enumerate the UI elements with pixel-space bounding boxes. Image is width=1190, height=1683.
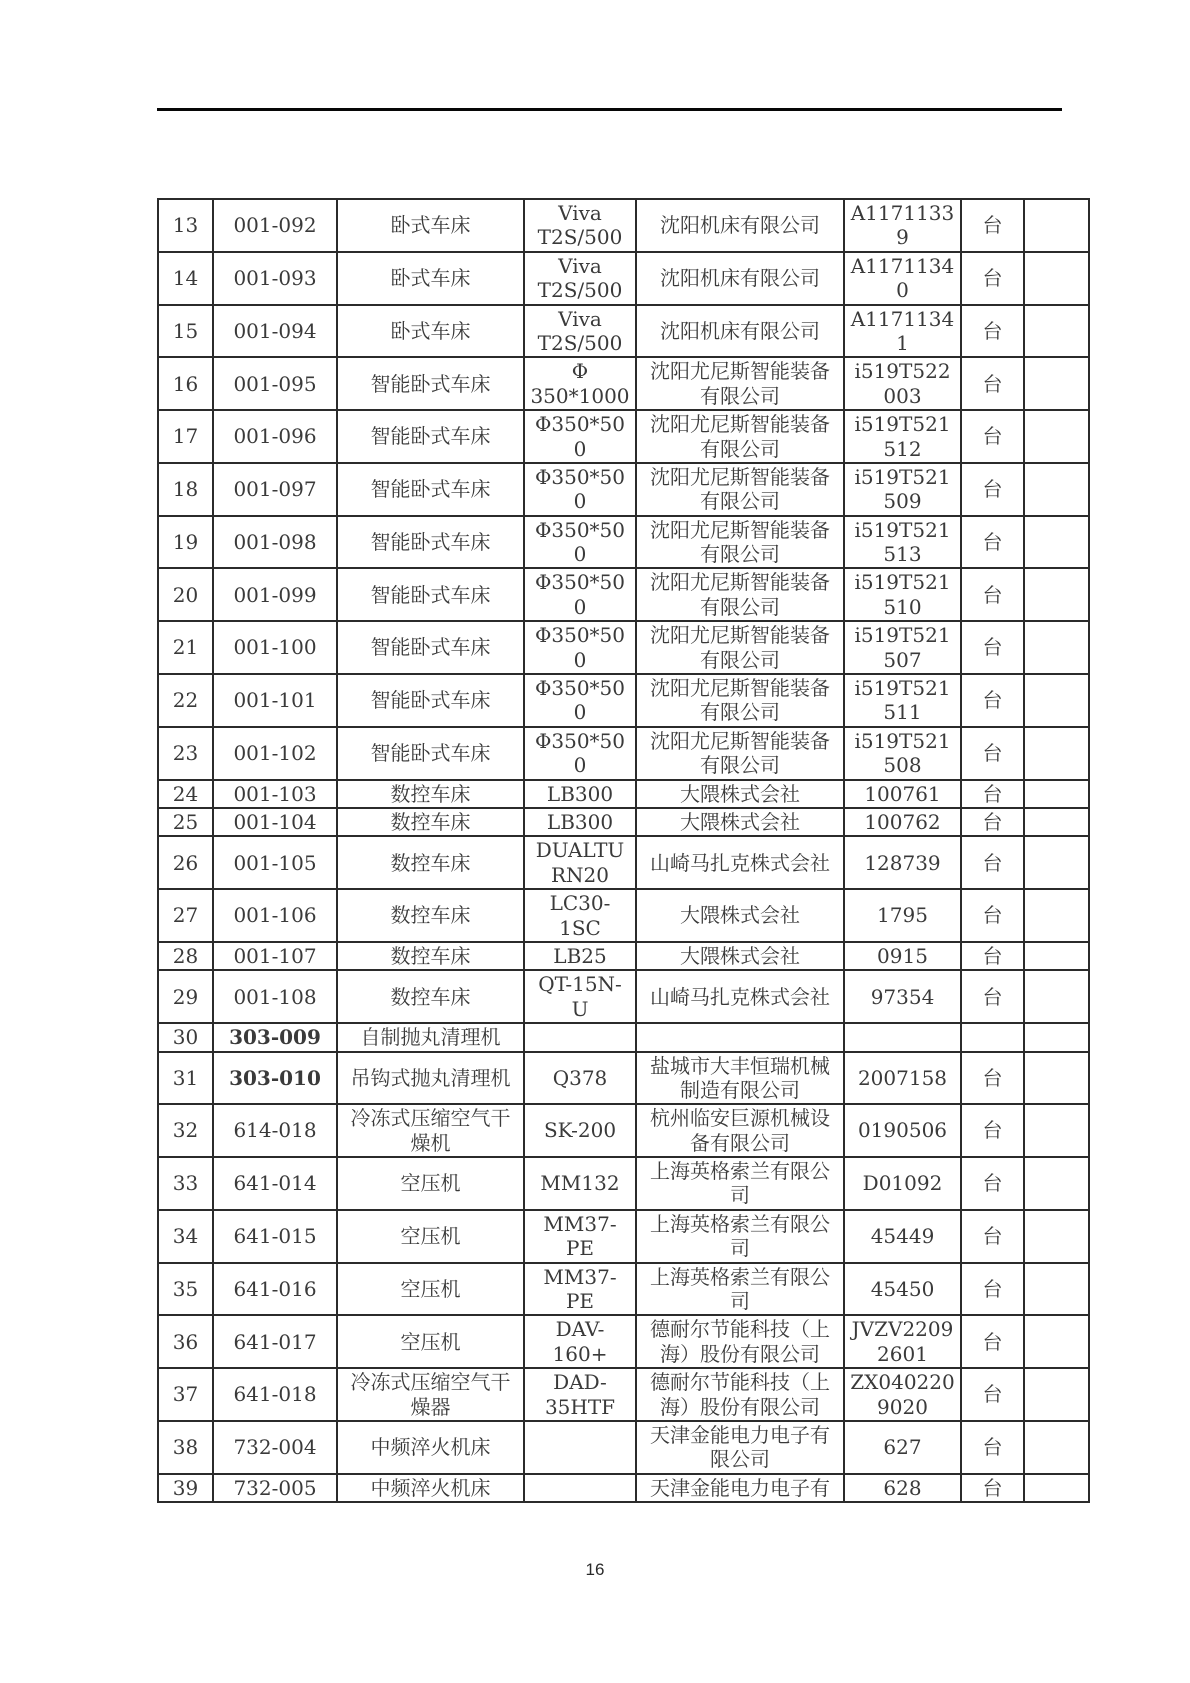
cell-manufacturer: 沈阳尤尼斯智能装备有限公司: [636, 568, 844, 621]
cell-unit: 台: [961, 1368, 1024, 1421]
cell-manufacturer: 山崎马扎克株式会社: [636, 836, 844, 889]
cell-note: [1024, 727, 1089, 780]
cell-model: Viva T2S/500: [524, 252, 636, 305]
cell-note: [1024, 357, 1089, 410]
table-row: [158, 463, 1089, 516]
cell-name: 卧式车床: [337, 305, 524, 358]
cell-serial: 97354: [844, 970, 961, 1023]
cell-model: MM132: [524, 1157, 636, 1210]
cell-name: 中频淬火机床: [337, 1421, 524, 1474]
table-row: [158, 942, 1089, 970]
cell-name: 空压机: [337, 1210, 524, 1263]
cell-name: 智能卧式车床: [337, 674, 524, 727]
cell-unit: 台: [961, 836, 1024, 889]
cell-code: 732-004: [213, 1421, 337, 1474]
cell-note: [1024, 1023, 1089, 1051]
cell-name: 数控车床: [337, 942, 524, 970]
cell-unit: 台: [961, 1104, 1024, 1157]
cell-model: Φ350*500: [524, 463, 636, 516]
cell-serial: i519T521508: [844, 727, 961, 780]
cell-model: DAV-160+: [524, 1315, 636, 1368]
cell-model: Viva T2S/500: [524, 199, 636, 252]
cell-serial: JVZV22092601: [844, 1315, 961, 1368]
cell-manufacturer: 德耐尔节能科技（上海）股份有限公司: [636, 1315, 844, 1368]
cell-serial: 0915: [844, 942, 961, 970]
cell-name: 数控车床: [337, 889, 524, 942]
table-row: [158, 621, 1089, 674]
cell-code: 001-096: [213, 410, 337, 463]
cell-code: 001-102: [213, 727, 337, 780]
cell-manufacturer: 盐城市大丰恒瑞机械制造有限公司: [636, 1052, 844, 1105]
cell-model: Φ350*500: [524, 516, 636, 569]
cell-model: LB300: [524, 808, 636, 836]
cell-serial: 128739: [844, 836, 961, 889]
cell-manufacturer: 沈阳尤尼斯智能装备有限公司: [636, 621, 844, 674]
cell-unit: 台: [961, 621, 1024, 674]
cell-unit: 台: [961, 305, 1024, 358]
cell-index: 36: [158, 1315, 213, 1368]
cell-name: 中频淬火机床: [337, 1474, 524, 1502]
cell-manufacturer: 德耐尔节能科技（上海）股份有限公司: [636, 1368, 844, 1421]
cell-manufacturer: 沈阳尤尼斯智能装备有限公司: [636, 674, 844, 727]
cell-index: 38: [158, 1421, 213, 1474]
table-row: [158, 199, 1089, 252]
table-row: [158, 516, 1089, 569]
cell-manufacturer: 沈阳尤尼斯智能装备有限公司: [636, 516, 844, 569]
cell-code: 001-095: [213, 357, 337, 410]
table-row: [158, 1421, 1089, 1474]
cell-unit: 台: [961, 199, 1024, 252]
cell-serial: 627: [844, 1421, 961, 1474]
cell-code: 001-103: [213, 780, 337, 808]
cell-code: 641-014: [213, 1157, 337, 1210]
cell-index: 27: [158, 889, 213, 942]
cell-index: 33: [158, 1157, 213, 1210]
cell-serial: 100761: [844, 780, 961, 808]
cell-unit: 台: [961, 1263, 1024, 1316]
cell-model: MM37-PE: [524, 1210, 636, 1263]
table-row: [158, 1263, 1089, 1316]
cell-manufacturer: 沈阳尤尼斯智能装备有限公司: [636, 727, 844, 780]
cell-model: Φ350*500: [524, 410, 636, 463]
cell-model: [524, 1474, 636, 1502]
cell-index: 14: [158, 252, 213, 305]
cell-serial: i519T521512: [844, 410, 961, 463]
cell-serial: i519T521507: [844, 621, 961, 674]
cell-index: 25: [158, 808, 213, 836]
cell-note: [1024, 305, 1089, 358]
cell-note: [1024, 199, 1089, 252]
cell-code: 732-005: [213, 1474, 337, 1502]
cell-unit: 台: [961, 727, 1024, 780]
table-row: [158, 1104, 1089, 1157]
cell-model: Viva T2S/500: [524, 305, 636, 358]
cell-serial: 2007158: [844, 1052, 961, 1105]
cell-name: 数控车床: [337, 836, 524, 889]
cell-name: 智能卧式车床: [337, 357, 524, 410]
cell-serial: 45449: [844, 1210, 961, 1263]
table-row: [158, 1023, 1089, 1051]
cell-code: 303-010: [213, 1052, 337, 1105]
cell-index: 21: [158, 621, 213, 674]
cell-index: 20: [158, 568, 213, 621]
cell-manufacturer: 沈阳机床有限公司: [636, 199, 844, 252]
cell-code: 303-009: [213, 1023, 337, 1051]
cell-code: 001-107: [213, 942, 337, 970]
cell-code: 001-093: [213, 252, 337, 305]
cell-serial: 100762: [844, 808, 961, 836]
cell-manufacturer: 大隈株式会社: [636, 780, 844, 808]
cell-name: 空压机: [337, 1315, 524, 1368]
cell-code: 641-016: [213, 1263, 337, 1316]
cell-index: 37: [158, 1368, 213, 1421]
cell-unit: 台: [961, 357, 1024, 410]
cell-note: [1024, 1368, 1089, 1421]
cell-serial: A11711339: [844, 199, 961, 252]
cell-serial: i519T521511: [844, 674, 961, 727]
cell-note: [1024, 1263, 1089, 1316]
cell-name: 冷冻式压缩空气干燥器: [337, 1368, 524, 1421]
cell-manufacturer: 山崎马扎克株式会社: [636, 970, 844, 1023]
cell-note: [1024, 568, 1089, 621]
cell-index: 18: [158, 463, 213, 516]
cell-index: 23: [158, 727, 213, 780]
table-row: [158, 252, 1089, 305]
cell-manufacturer: 天津金能电力电子有: [636, 1474, 844, 1502]
cell-serial: i519T521510: [844, 568, 961, 621]
cell-unit: 台: [961, 463, 1024, 516]
cell-index: 17: [158, 410, 213, 463]
cell-index: 19: [158, 516, 213, 569]
cell-index: 15: [158, 305, 213, 358]
cell-serial: 45450: [844, 1263, 961, 1316]
cell-note: [1024, 780, 1089, 808]
cell-model: Φ350*500: [524, 568, 636, 621]
cell-model: Φ350*500: [524, 674, 636, 727]
cell-manufacturer: 上海英格索兰有限公司: [636, 1263, 844, 1316]
cell-note: [1024, 889, 1089, 942]
cell-note: [1024, 970, 1089, 1023]
cell-manufacturer: 沈阳尤尼斯智能装备有限公司: [636, 357, 844, 410]
cell-index: 24: [158, 780, 213, 808]
cell-model: Φ 350*1000: [524, 357, 636, 410]
cell-unit: 台: [961, 1315, 1024, 1368]
cell-model: [524, 1421, 636, 1474]
cell-unit: 台: [961, 410, 1024, 463]
cell-note: [1024, 1421, 1089, 1474]
cell-unit: [961, 1023, 1024, 1051]
cell-manufacturer: 沈阳尤尼斯智能装备有限公司: [636, 463, 844, 516]
cell-name: 吊钩式抛丸清理机: [337, 1052, 524, 1105]
cell-index: 34: [158, 1210, 213, 1263]
cell-unit: 台: [961, 889, 1024, 942]
cell-note: [1024, 1474, 1089, 1502]
cell-name: 自制抛丸清理机: [337, 1023, 524, 1051]
table-row: [158, 1474, 1089, 1502]
cell-manufacturer: [636, 1023, 844, 1051]
cell-note: [1024, 1104, 1089, 1157]
table-row: [158, 1368, 1089, 1421]
cell-note: [1024, 1157, 1089, 1210]
cell-serial: 0190506: [844, 1104, 961, 1157]
table-row: [158, 357, 1089, 410]
table-row: [158, 889, 1089, 942]
cell-unit: 台: [961, 1052, 1024, 1105]
cell-index: 35: [158, 1263, 213, 1316]
cell-code: 001-105: [213, 836, 337, 889]
cell-note: [1024, 808, 1089, 836]
table-row: [158, 568, 1089, 621]
cell-name: 卧式车床: [337, 252, 524, 305]
cell-model: MM37-PE: [524, 1263, 636, 1316]
cell-code: 001-104: [213, 808, 337, 836]
table-row: [158, 970, 1089, 1023]
cell-manufacturer: 杭州临安巨源机械设备有限公司: [636, 1104, 844, 1157]
cell-model: LB25: [524, 942, 636, 970]
table-row: [158, 780, 1089, 808]
cell-note: [1024, 942, 1089, 970]
cell-note: [1024, 1210, 1089, 1263]
cell-note: [1024, 410, 1089, 463]
cell-name: 智能卧式车床: [337, 410, 524, 463]
cell-name: 冷冻式压缩空气干燥机: [337, 1104, 524, 1157]
cell-unit: 台: [961, 516, 1024, 569]
cell-serial: A11711341: [844, 305, 961, 358]
cell-code: 001-097: [213, 463, 337, 516]
cell-index: 22: [158, 674, 213, 727]
cell-model: DAD-35HTF: [524, 1368, 636, 1421]
cell-code: 641-018: [213, 1368, 337, 1421]
cell-model: Φ350*500: [524, 621, 636, 674]
cell-index: 29: [158, 970, 213, 1023]
cell-unit: 台: [961, 674, 1024, 727]
cell-manufacturer: 沈阳机床有限公司: [636, 252, 844, 305]
cell-code: 001-099: [213, 568, 337, 621]
cell-code: 641-017: [213, 1315, 337, 1368]
cell-unit: 台: [961, 970, 1024, 1023]
equipment-table-body: [158, 199, 1089, 1502]
cell-name: 数控车床: [337, 970, 524, 1023]
table-row: [158, 836, 1089, 889]
cell-code: 001-094: [213, 305, 337, 358]
cell-unit: 台: [961, 808, 1024, 836]
cell-index: 28: [158, 942, 213, 970]
cell-name: 卧式车床: [337, 199, 524, 252]
cell-note: [1024, 674, 1089, 727]
cell-note: [1024, 516, 1089, 569]
table-row: [158, 727, 1089, 780]
table-row: [158, 1052, 1089, 1105]
cell-serial: A11711340: [844, 252, 961, 305]
table-row: [158, 1315, 1089, 1368]
cell-manufacturer: 大隈株式会社: [636, 808, 844, 836]
cell-unit: 台: [961, 1421, 1024, 1474]
cell-unit: 台: [961, 1210, 1024, 1263]
table-row: [158, 1210, 1089, 1263]
cell-name: 智能卧式车床: [337, 621, 524, 674]
cell-code: 001-101: [213, 674, 337, 727]
cell-note: [1024, 1315, 1089, 1368]
cell-note: [1024, 252, 1089, 305]
cell-manufacturer: 大隈株式会社: [636, 889, 844, 942]
cell-index: 39: [158, 1474, 213, 1502]
cell-serial: ZX0402209020: [844, 1368, 961, 1421]
cell-index: 26: [158, 836, 213, 889]
equipment-table: [157, 198, 1090, 1503]
cell-model: LB300: [524, 780, 636, 808]
cell-model: DUALTURN20: [524, 836, 636, 889]
header-rule: [157, 108, 1062, 111]
cell-code: 641-015: [213, 1210, 337, 1263]
cell-unit: 台: [961, 252, 1024, 305]
cell-name: 智能卧式车床: [337, 568, 524, 621]
cell-serial: i519T522003: [844, 357, 961, 410]
table-row: [158, 1157, 1089, 1210]
cell-code: 001-092: [213, 199, 337, 252]
cell-manufacturer: 天津金能电力电子有限公司: [636, 1421, 844, 1474]
cell-name: 数控车床: [337, 780, 524, 808]
cell-serial: i519T521513: [844, 516, 961, 569]
cell-serial: 1795: [844, 889, 961, 942]
cell-unit: 台: [961, 942, 1024, 970]
cell-manufacturer: 大隈株式会社: [636, 942, 844, 970]
cell-code: 001-108: [213, 970, 337, 1023]
cell-code: 614-018: [213, 1104, 337, 1157]
cell-index: 31: [158, 1052, 213, 1105]
cell-model: [524, 1023, 636, 1051]
cell-model: Φ350*500: [524, 727, 636, 780]
cell-serial: i519T521509: [844, 463, 961, 516]
cell-model: QT-15N-U: [524, 970, 636, 1023]
cell-manufacturer: 上海英格索兰有限公司: [636, 1157, 844, 1210]
cell-manufacturer: 上海英格索兰有限公司: [636, 1210, 844, 1263]
cell-manufacturer: 沈阳尤尼斯智能装备有限公司: [636, 410, 844, 463]
cell-code: 001-106: [213, 889, 337, 942]
table-row: [158, 305, 1089, 358]
cell-note: [1024, 463, 1089, 516]
cell-name: 智能卧式车床: [337, 727, 524, 780]
cell-unit: 台: [961, 1474, 1024, 1502]
table-row: [158, 808, 1089, 836]
cell-name: 智能卧式车床: [337, 516, 524, 569]
cell-note: [1024, 836, 1089, 889]
cell-index: 16: [158, 357, 213, 410]
cell-code: 001-100: [213, 621, 337, 674]
table-row: [158, 410, 1089, 463]
cell-unit: 台: [961, 780, 1024, 808]
cell-index: 13: [158, 199, 213, 252]
cell-index: 32: [158, 1104, 213, 1157]
cell-unit: 台: [961, 568, 1024, 621]
cell-model: SK-200: [524, 1104, 636, 1157]
cell-code: 001-098: [213, 516, 337, 569]
cell-name: 智能卧式车床: [337, 463, 524, 516]
cell-note: [1024, 621, 1089, 674]
cell-model: LC30-1SC: [524, 889, 636, 942]
cell-serial: 628: [844, 1474, 961, 1502]
page-number: 16: [585, 1560, 605, 1579]
table-row: [158, 674, 1089, 727]
cell-manufacturer: 沈阳机床有限公司: [636, 305, 844, 358]
cell-name: 数控车床: [337, 808, 524, 836]
cell-unit: 台: [961, 1157, 1024, 1210]
cell-serial: [844, 1023, 961, 1051]
cell-index: 30: [158, 1023, 213, 1051]
cell-model: Q378: [524, 1052, 636, 1105]
cell-note: [1024, 1052, 1089, 1105]
cell-name: 空压机: [337, 1263, 524, 1316]
cell-name: 空压机: [337, 1157, 524, 1210]
cell-serial: D01092: [844, 1157, 961, 1210]
